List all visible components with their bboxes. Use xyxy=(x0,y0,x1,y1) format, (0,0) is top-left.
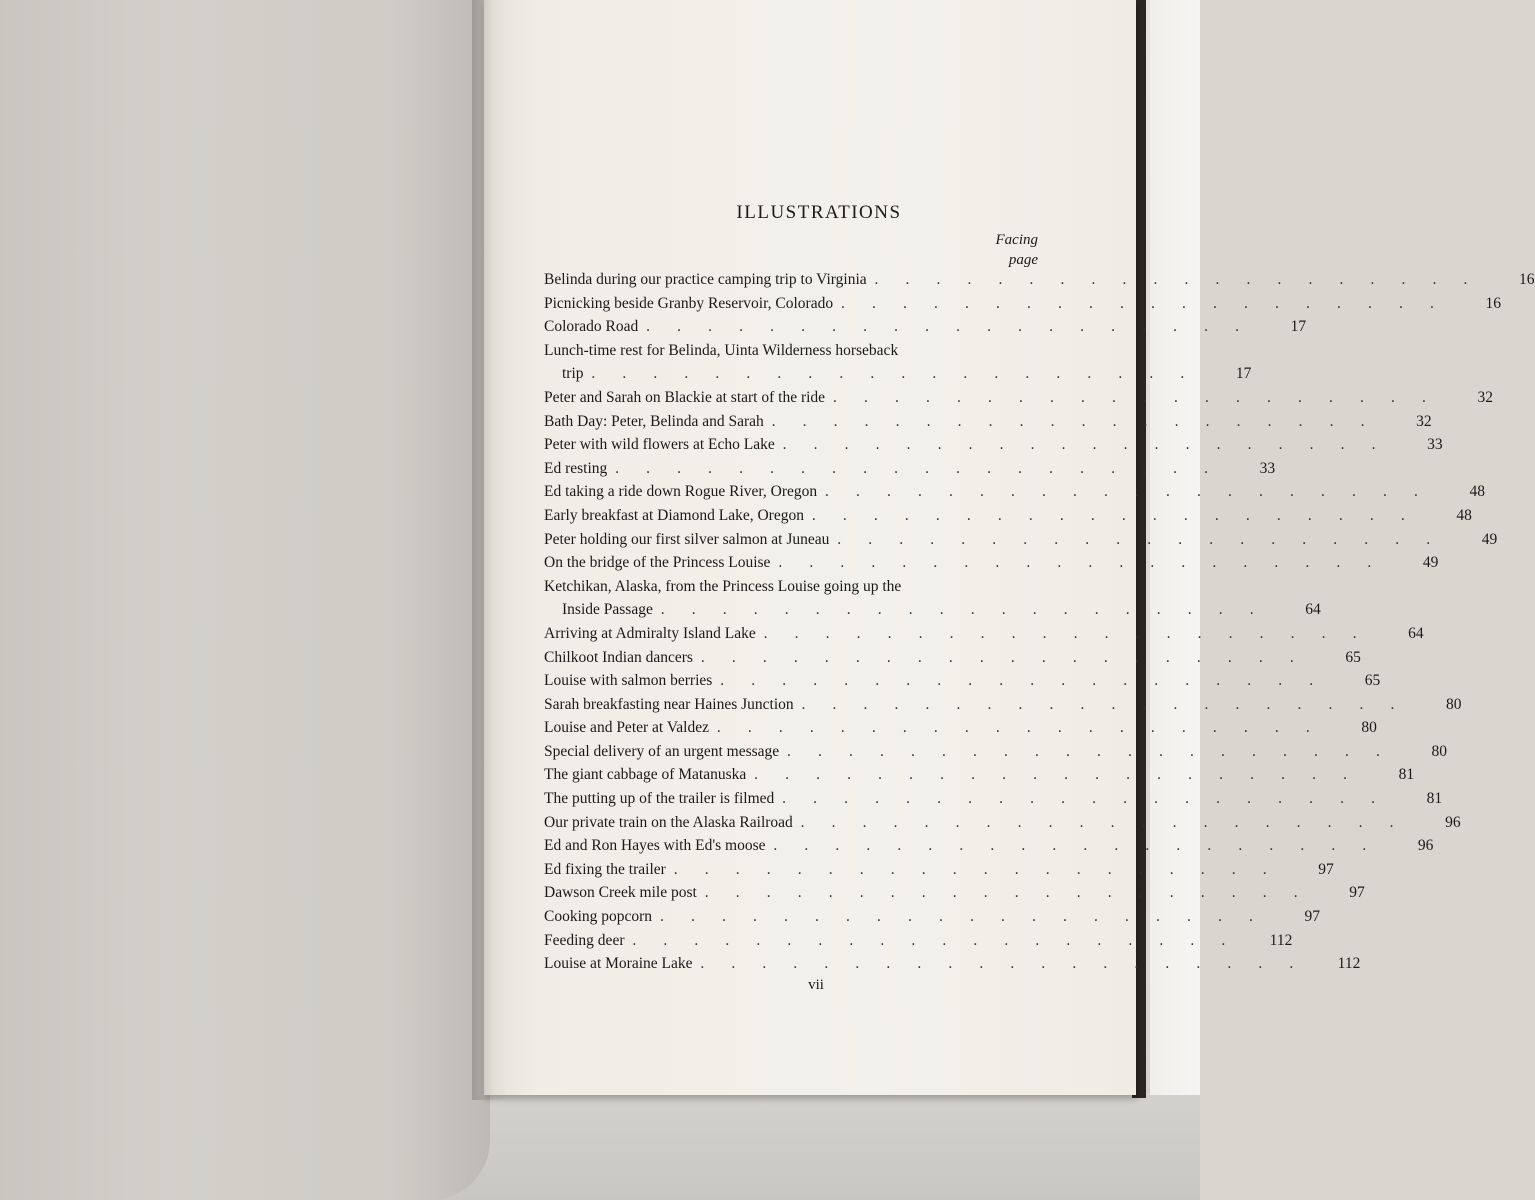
list-item xyxy=(544,811,1461,835)
list-item xyxy=(544,480,1486,504)
entry-caption: Special delivery of an urgent message xyxy=(544,742,780,760)
entry-page-number: 80 xyxy=(1446,695,1462,713)
entry-page-number: 80 xyxy=(1361,719,1377,737)
entry-caption: Dawson Creek mile post xyxy=(544,884,697,902)
entry-page-number: 16 xyxy=(1519,271,1535,288)
list-item xyxy=(544,551,1439,575)
list-item xyxy=(544,952,1361,976)
list-item xyxy=(544,834,1434,858)
entry-page-number: 48 xyxy=(1456,506,1472,524)
entry-caption: Chilkoot Indian dancers xyxy=(544,648,693,666)
dot-leader: . . . . . . . . . . . . . . . . . . . . xyxy=(870,271,1495,288)
illustrations-list xyxy=(544,268,1535,976)
list-item xyxy=(544,740,1448,764)
list-item xyxy=(544,787,1443,811)
page-number: vii xyxy=(808,977,824,993)
entry-caption: Colorado Road xyxy=(544,318,639,336)
entry-caption: Ed resting xyxy=(544,459,608,477)
entry-caption: Sarah breakfasting near Haines Junction xyxy=(544,695,794,713)
dot-leader: . . . . . . . . . . . . . . . . . . . . xyxy=(796,813,1421,831)
list-item xyxy=(544,646,1361,670)
entry-caption: Peter with wild flowers at Echo Lake xyxy=(544,436,775,454)
list-item xyxy=(544,292,1501,316)
dot-leader: . . . . . . . . . . . . . . . . . . . . xyxy=(716,672,1341,690)
dot-leader: . . . . . . . . . . . . . . . . . . . . xyxy=(700,884,1325,902)
entry-caption: Peter holding our first silver salmon at Juneau xyxy=(544,530,830,548)
entry-page-number: 97 xyxy=(1349,884,1365,902)
left-page xyxy=(0,0,490,1200)
dot-leader: . . . . . . . . . . . . . . . . . . . . xyxy=(750,766,1375,784)
list-item xyxy=(544,929,1293,953)
dot-leader: . . . . . . . . . . . . . . . . . . . . xyxy=(837,294,1461,312)
entry-page-number: 96 xyxy=(1445,813,1461,831)
book-gutter xyxy=(472,0,508,1100)
entry-caption: Ed and Ron Hayes with Ed's moose xyxy=(544,837,766,855)
entry-page-number: 97 xyxy=(1318,860,1334,878)
dot-leader: . . . . . . . . . . . . . . . . . . . . xyxy=(656,908,1280,926)
list-item xyxy=(544,575,1321,622)
list-item xyxy=(544,622,1424,646)
list-item xyxy=(544,669,1381,693)
entry-caption: Our private train on the Alaska Railroad xyxy=(544,813,793,831)
entry-page-number: 32 xyxy=(1477,388,1493,406)
facing-page-header xyxy=(996,230,1039,270)
entry-page-number: 32 xyxy=(1416,412,1432,430)
entry-page-number: 112 xyxy=(1337,955,1361,973)
entry-page-number: 65 xyxy=(1364,672,1381,690)
entry-caption: Early breakfast at Diamond Lake, Oregon xyxy=(544,506,804,524)
entry-page-number: 49 xyxy=(1481,530,1498,548)
entry-page-number: 97 xyxy=(1304,908,1320,926)
entry-caption: Louise at Moraine Lake xyxy=(544,955,693,973)
dot-leader: . . . . . . . . . . . . . . . . . . . . xyxy=(797,695,1422,713)
dot-leader: . . . . . . . . . . . . . . . . . . . . xyxy=(829,388,1453,406)
entry-caption: Louise with salmon berries xyxy=(544,672,713,690)
dot-leader: . . . . . . . . . . . . . . . . . . . . xyxy=(778,436,1403,454)
entry-caption: Ed fixing the trailer xyxy=(544,860,666,878)
entry-caption: Belinda during our practice camping trip to Virginia xyxy=(544,271,867,288)
entry-page-number: 81 xyxy=(1398,766,1415,784)
dot-leader: . . . . . . . . . . . . . . . . . . . . xyxy=(642,318,1267,336)
dot-leader: . . . . . . . . . . . . . . . . . . . . xyxy=(669,860,1294,878)
entry-page-number: 17 xyxy=(1235,365,1252,383)
facing-header-line1: Facing xyxy=(995,232,1038,248)
dot-leader: . . . . . . . . . . . . . . . . . . . . xyxy=(783,742,1408,760)
dot-leader: . . . . . . . . . . . . . . . . . . . . xyxy=(769,837,1394,855)
entry-page-number: 49 xyxy=(1422,554,1439,572)
entry-caption: Louise and Peter at Valdez xyxy=(544,719,709,737)
entry-caption: Feeding deer xyxy=(544,931,625,949)
entry-page-number: 48 xyxy=(1469,483,1486,501)
dot-leader: . . . . . . . . . . . . . . . . . . . . xyxy=(587,365,1212,383)
entry-page-number: 64 xyxy=(1408,624,1424,642)
entry-caption: Ed taking a ride down Rogue River, Oregon xyxy=(544,483,818,501)
entry-page-number: 33 xyxy=(1259,459,1276,477)
list-item xyxy=(544,528,1498,552)
right-page xyxy=(484,0,1535,1095)
entry-caption: Lunch-time rest for Belinda, Uinta Wilderness horseback xyxy=(544,341,899,359)
entry-caption: Bath Day: Peter, Belinda and Sarah xyxy=(544,412,764,430)
list-item xyxy=(544,268,1535,292)
list-item xyxy=(544,763,1415,787)
dot-leader: . . . . . . . . . . . . . . . . . . . . xyxy=(713,719,1337,737)
dot-leader: . . . . . . . . . . . . . . . . . . . . xyxy=(807,506,1432,524)
entry-page-number: 17 xyxy=(1290,318,1307,336)
dot-leader: . . . . . . . . . . . . . . . . . . . . xyxy=(778,790,1403,808)
entry-page-number: 65 xyxy=(1345,648,1361,666)
entry-caption: On the bridge of the Princess Louise xyxy=(544,554,771,572)
entry-caption: Picnicking beside Granby Reservoir, Colorado xyxy=(544,294,834,312)
entry-caption: Ketchikan, Alaska, from the Princess Louise going up the xyxy=(544,577,902,595)
dot-leader: . . . . . . . . . . . . . . . . . . . . xyxy=(767,412,1392,430)
entry-caption-continued: trip xyxy=(562,365,584,383)
list-item xyxy=(544,881,1365,905)
list-item xyxy=(544,457,1276,481)
entry-caption: Peter and Sarah on Blackie at start of the ride xyxy=(544,388,826,406)
dot-leader: . . . . . . . . . . . . . . . . . . . . xyxy=(628,931,1253,949)
dot-leader: . . . . . . . . . . . . . . . . . . . . xyxy=(774,554,1399,572)
entry-page-number: 81 xyxy=(1426,790,1443,808)
dot-leader: . . . . . . . . . . . . . . . . . . . . xyxy=(821,483,1446,501)
list-item xyxy=(544,410,1432,434)
entry-page-number: 64 xyxy=(1305,601,1321,619)
list-item xyxy=(544,339,1252,386)
entry-caption: Arriving at Admiralty Island Lake xyxy=(544,624,756,642)
entry-page-number: 33 xyxy=(1427,436,1443,454)
dot-leader: . . . . . . . . . . . . . . . . . . . . xyxy=(759,624,1384,642)
list-item xyxy=(544,716,1377,740)
list-item xyxy=(544,858,1334,882)
dot-leader: . . . . . . . . . . . . . . . . . . . . xyxy=(696,955,1321,973)
entry-page-number: 80 xyxy=(1431,742,1448,760)
dot-leader: . . . . . . . . . . . . . . . . . . . . xyxy=(696,648,1321,666)
entry-caption: The giant cabbage of Matanuska xyxy=(544,766,747,784)
entry-caption-continued: Inside Passage xyxy=(562,601,653,619)
facing-header-line2: page xyxy=(1008,252,1038,268)
entry-page-number: 112 xyxy=(1269,931,1293,949)
entry-caption: The putting up of the trailer is filmed xyxy=(544,790,775,808)
entry-page-number: 16 xyxy=(1485,294,1501,312)
list-item xyxy=(544,905,1320,929)
list-item xyxy=(544,433,1443,457)
list-item xyxy=(544,386,1493,410)
dot-leader: . . . . . . . . . . . . . . . . . . . . xyxy=(656,601,1281,619)
list-item xyxy=(544,315,1307,339)
list-item xyxy=(544,693,1462,717)
dot-leader: . . . . . . . . . . . . . . . . . . . . xyxy=(833,530,1458,548)
page-title: ILLUSTRATIONS xyxy=(736,202,902,223)
list-item xyxy=(544,504,1472,528)
entry-caption: Cooking popcorn xyxy=(544,908,653,926)
dot-leader: . . . . . . . . . . . . . . . . . . . . xyxy=(611,459,1236,477)
entry-page-number: 96 xyxy=(1417,837,1434,855)
